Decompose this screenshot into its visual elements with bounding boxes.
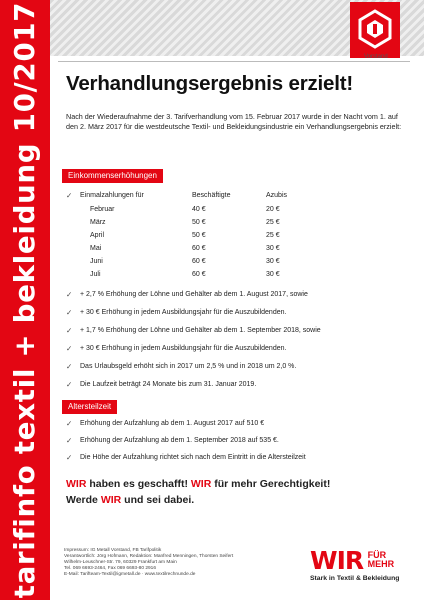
wir-highlight: WIR <box>100 494 122 506</box>
list-item: + 1,7 % Erhöhung der Löhne und Gehälter ab dem 1. September 2018, sowie <box>80 327 321 334</box>
table-value-azubis: 30 € <box>266 245 280 252</box>
table-label: Einmalzahlungen für <box>80 192 144 199</box>
wir-highlight: WIR <box>66 478 87 490</box>
ig-metall-logo <box>346 2 404 58</box>
table-value-beschaeftigte: 60 € <box>192 245 206 252</box>
intro-paragraph: Nach der Wiederaufnahme der 3. Tarifverhandlung vom 15. Februar 2017 wurde in der Nacht vom 1. auf den 2. März 2017 für die westdeutsche Textil- und Bekleidungsindustrie ein Verhandlungsergebnis erzielt: <box>66 112 402 132</box>
check-icon: ✓ <box>66 419 73 428</box>
imprint-contact-link[interactable]: E-Mail: Tarifteam-Textil@igmetall.de · www.textilrechnunde.de <box>64 571 196 577</box>
table-value-azubis: 20 € <box>266 206 280 213</box>
table-header-beschaeftigte: Beschäftigte <box>192 192 231 199</box>
org-label: Vorstand <box>364 54 388 60</box>
table-value-azubis: 25 € <box>266 232 280 239</box>
table-value-beschaeftigte: 50 € <box>192 232 206 239</box>
check-icon: ✓ <box>66 326 73 335</box>
table-value-azubis: 30 € <box>266 271 280 278</box>
table-month: Juni <box>90 258 103 265</box>
check-icon: ✓ <box>66 380 73 389</box>
table-month: Februar <box>90 206 115 213</box>
list-item: Die Höhe der Aufzahlung richtet sich nach dem Eintritt in die Altersteilzeit <box>80 454 306 461</box>
sidebar-banner <box>0 0 50 600</box>
list-item: + 30 € Erhöhung in jedem Ausbildungsjahr für die Auszubildenden. <box>80 345 287 352</box>
check-icon: ✓ <box>66 191 73 200</box>
check-icon: ✓ <box>66 362 73 371</box>
check-icon: ✓ <box>66 308 73 317</box>
campaign-wir: WIR <box>310 546 364 575</box>
sidebar-title: tarifinfo textil + bekleidung 10/2017 <box>9 1 41 599</box>
campaign-tagline: Stark in Textil & Bekleidung <box>310 575 400 582</box>
table-header-azubis: Azubis <box>266 192 288 199</box>
list-item: Die Laufzeit beträgt 24 Monate bis zum 31. Januar 2019. <box>80 381 257 388</box>
check-icon: ✓ <box>66 453 73 462</box>
check-icon: ✓ <box>66 344 73 353</box>
table-value-beschaeftigte: 50 € <box>192 219 206 226</box>
section-header-altersteilzeit: Altersteilzeit <box>62 400 117 414</box>
list-item: + 30 € Erhöhung in jedem Ausbildungsjahr für die Auszubildenden. <box>80 309 287 316</box>
list-item: + 2,7 % Erhöhung der Löhne und Gehälter ab dem 1. August 2017, sowie <box>80 291 308 298</box>
table-value-azubis: 25 € <box>266 219 280 226</box>
check-icon: ✓ <box>66 290 73 299</box>
table-month: März <box>90 219 106 226</box>
campaign-fuer-mehr: FÜR MEHR <box>367 550 395 569</box>
table-month: Mai <box>90 245 102 252</box>
check-icon: ✓ <box>66 436 73 445</box>
table-value-azubis: 30 € <box>266 258 280 265</box>
table-value-beschaeftigte: 40 € <box>192 206 206 213</box>
list-item: Erhöhung der Aufzahlung ab dem 1. August 2017 auf 510 € <box>80 420 265 427</box>
table-value-beschaeftigte: 60 € <box>192 271 206 278</box>
table-month: April <box>90 232 105 239</box>
list-item: Das Urlaubsgeld erhöht sich in 2017 um 2,5 % und in 2018 um 2,0 %. <box>80 363 297 370</box>
divider <box>58 61 410 62</box>
slogan-line-1: WIR haben es geschafft! WIR für mehr Gerechtigkeit! <box>66 478 331 490</box>
wir-highlight: WIR <box>190 478 212 490</box>
section-header-einkommen: Einkommenserhöhungen <box>62 169 163 183</box>
table-month: Juli <box>90 271 101 278</box>
campaign-logo <box>310 548 414 582</box>
page-title: Verhandlungsergebnis erzielt! <box>66 72 353 95</box>
list-item: Erhöhung der Aufzahlung ab dem 1. September 2018 auf 535 €. <box>80 437 279 444</box>
table-value-beschaeftigte: 60 € <box>192 258 206 265</box>
slogan-line-2: Werde WIR und sei dabei. <box>66 494 195 506</box>
imprint: Impressum: IG Metall Vorstand, FB Tarifpolitik Verantwortlich: Jörg Hofmann, Redaktion: Manfred Menningen, Thorsten Seifert Wilhelm-Leuschner-Str. 79, 60329 Frankfurt am Main Tel. 069 6693-2464, Fax 069 6693-80 2916 E-Mail: Tarifteam-Textil@igmetall.de · www.textilrechnunde.de <box>64 548 234 577</box>
